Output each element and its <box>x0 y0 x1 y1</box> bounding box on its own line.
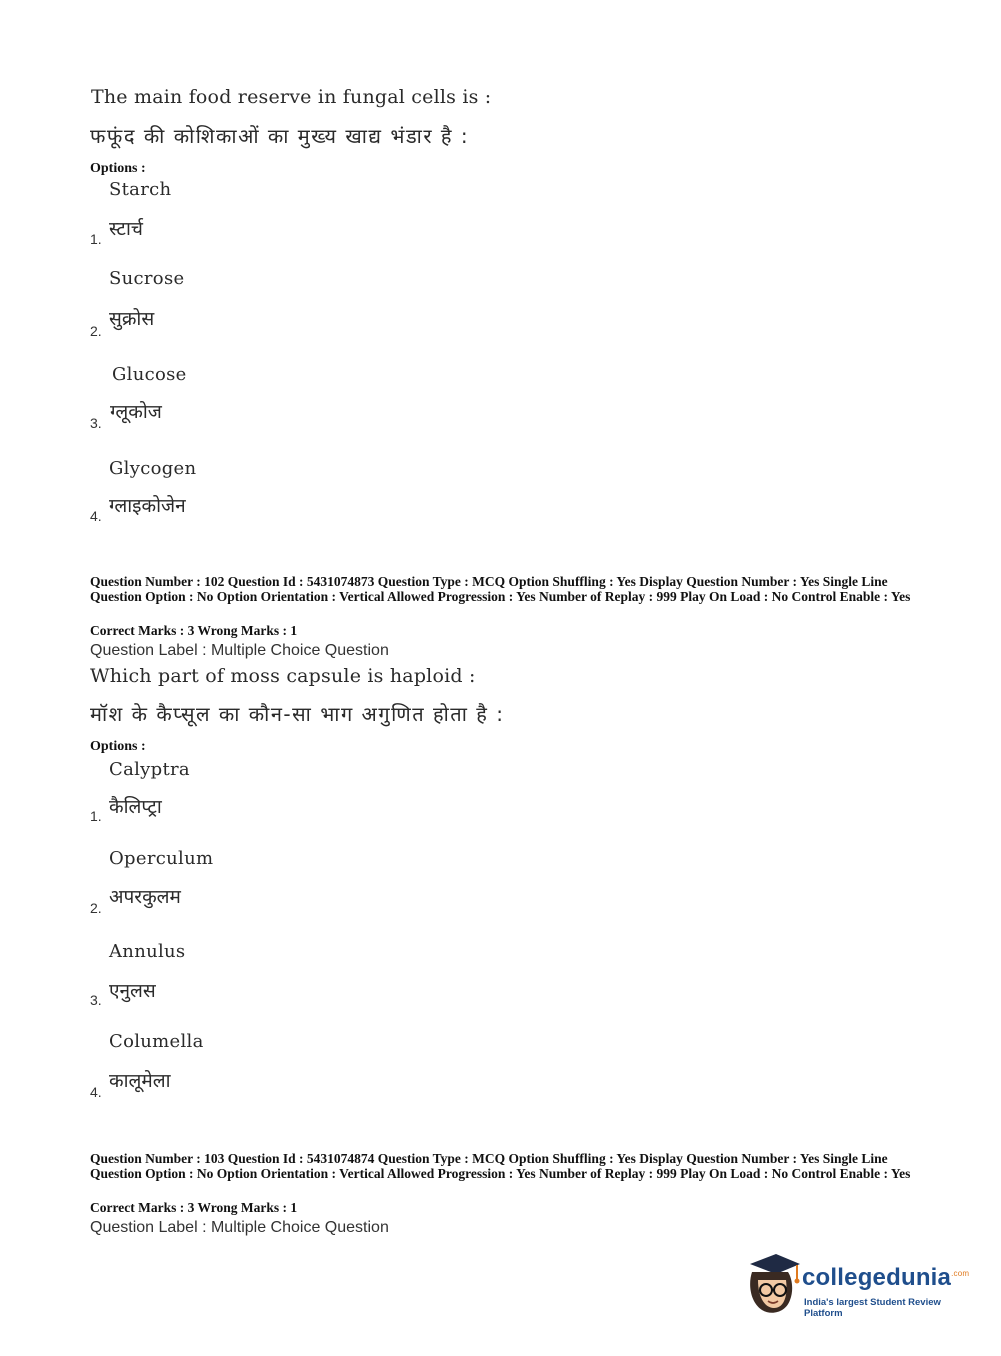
question-text-hi: मॉश के कैप्सूल का कौन-सा भाग अगुणित होता है : <box>90 702 505 726</box>
question-marks: Correct Marks : 3 Wrong Marks : 1 <box>90 1200 298 1215</box>
option-number: 3. <box>90 415 102 431</box>
option-text-en: Sucrose <box>109 268 185 289</box>
question-text-en: Which part of moss capsule is haploid : <box>90 665 476 687</box>
question-text-en: The main food reserve in fungal cells is : <box>91 86 492 108</box>
option-text-en: Glycogen <box>109 458 197 479</box>
option-text-en: Glucose <box>112 364 187 385</box>
option-text-hi: सुक्रोस <box>109 308 155 330</box>
option-number: 2. <box>90 323 102 339</box>
option-number: 3. <box>90 992 102 1008</box>
option-number: 4. <box>90 1084 102 1100</box>
option-number: 4. <box>90 508 102 524</box>
graduate-mascot-icon <box>742 1250 802 1320</box>
option-text-hi: ग्लूकोज <box>110 401 162 423</box>
question-label: Question Label : Multiple Choice Question <box>90 1219 389 1236</box>
options-heading: Options : <box>90 161 146 176</box>
option-text-en: Operculum <box>109 848 214 869</box>
option-text-en: Columella <box>109 1031 204 1052</box>
option-text-hi: ग्लाइकोजेन <box>109 495 186 517</box>
option-text-hi: एनुलस <box>109 980 156 1002</box>
option-number: 1. <box>90 231 102 247</box>
option-text-en: Starch <box>109 179 172 200</box>
question-text-hi: फफूंद की कोशिकाओं का मुख्य खाद्य भंडार है : <box>90 124 470 148</box>
question-meta: Question Number : 102 Question Id : 5431074873 Question Type : MCQ Option Shuffling : Yes Display Question Number : Yes Single Line Question Option : No Option Orientation : Vertical Allowed Progression : Yes Number of Replay : 999 Play On Load : No Control Enable : Yes <box>90 574 911 604</box>
option-text-hi: स्टार्च <box>109 218 143 240</box>
option-number: 1. <box>90 808 102 824</box>
logo-wordmark: collegedunia$^{.com}$ <box>802 1264 970 1291</box>
logo-tagline: India's largest Student Review Platform <box>804 1297 941 1319</box>
question-marks: Correct Marks : 3 Wrong Marks : 1 <box>90 623 298 638</box>
option-text-en: Annulus <box>109 941 186 962</box>
option-text-en: Calyptra <box>109 759 190 780</box>
question-meta: Question Number : 103 Question Id : 5431074874 Question Type : MCQ Option Shuffling : Yes Display Question Number : Yes Single Line Question Option : No Option Orientation : Vertical Allowed Progression : Yes Number of Replay : 999 Play On Load : No Control Enable : Yes <box>90 1151 911 1181</box>
option-text-hi: कैलिप्ट्रा <box>109 796 162 818</box>
option-text-hi: अपरकुलम <box>109 886 181 908</box>
option-number: 2. <box>90 900 102 916</box>
collegedunia-logo <box>742 1250 972 1320</box>
question-label: Question Label : Multiple Choice Question <box>90 642 389 659</box>
options-heading: Options : <box>90 739 146 754</box>
option-text-hi: कालूमेला <box>109 1070 171 1092</box>
